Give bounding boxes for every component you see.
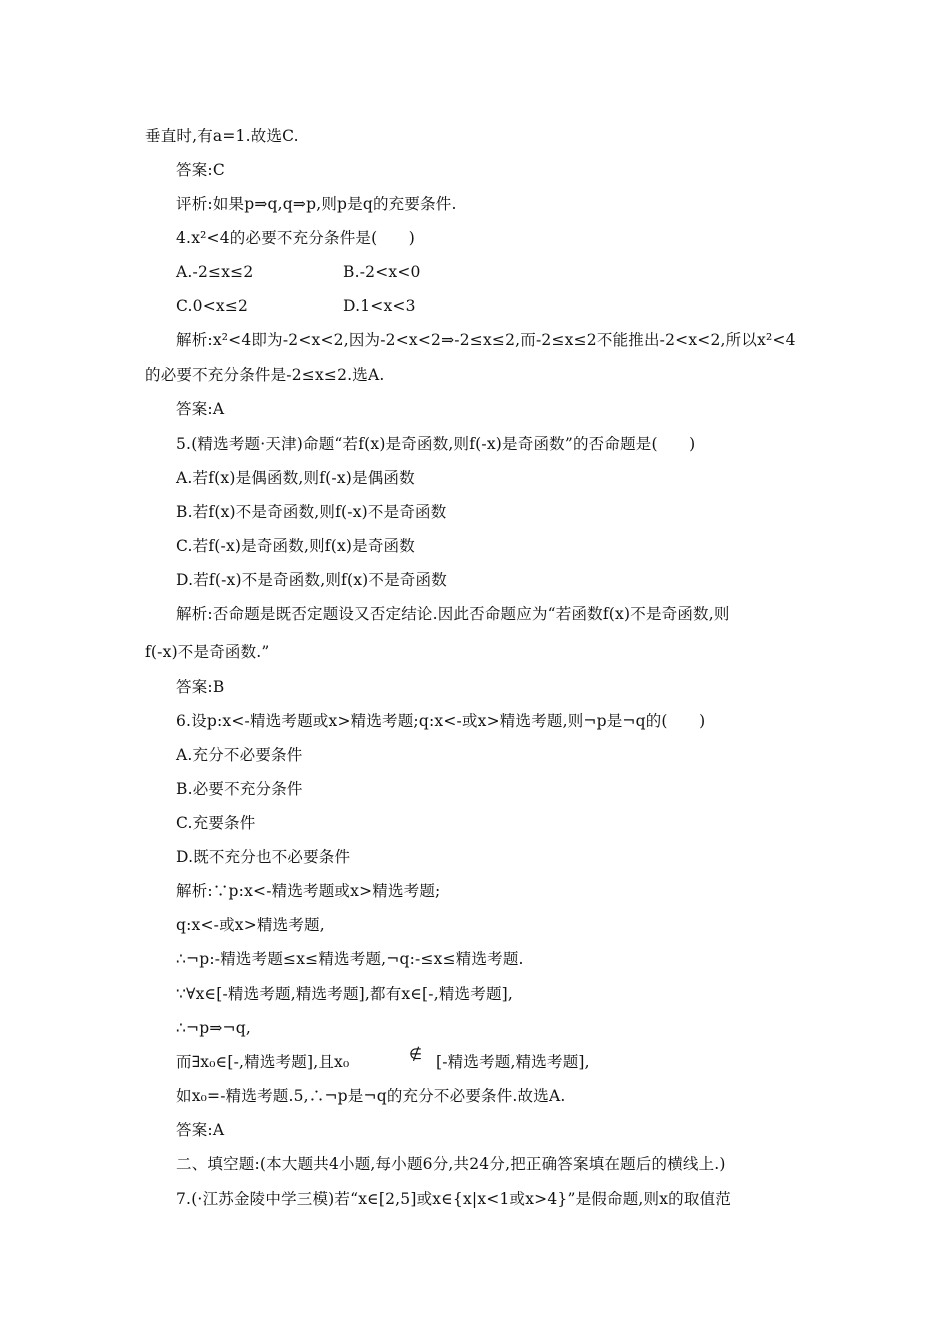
answer-line: 答案:A <box>176 400 225 418</box>
option-a: A.充分不必要条件 <box>176 746 303 764</box>
question-6: 6.设p:x<-精选考题或x>精选考题;q:x<-或x>精选考题,则¬p是¬q的( ) <box>176 712 706 730</box>
analysis-line: 解析:∵p:x<-精选考题或x>精选考题; <box>176 882 441 900</box>
analysis-line: ∴¬p:-精选考题≤x≤精选考题,¬q:-≤x≤精选考题. <box>176 950 524 968</box>
option-a: A.-2≤x≤2 <box>176 263 254 281</box>
analysis-line: 如x₀=-精选考题.5,∴¬p是¬q的充分不必要条件.故选A. <box>176 1087 566 1105</box>
analysis-line: ∴¬p⇒¬q, <box>176 1019 251 1037</box>
option-d: D.1<x<3 <box>343 297 416 315</box>
comment-line: 评析:如果p⇒q,q⇒p,则p是q的充要条件. <box>176 195 457 213</box>
answer-line: 答案:C <box>176 161 225 179</box>
analysis-line: ∵∀x∈[-精选考题,精选考题],都有x∈[-,精选考题], <box>176 985 514 1003</box>
option-d: D.既不充分也不必要条件 <box>176 848 351 866</box>
not-element-symbol: ∉ <box>409 1045 423 1063</box>
question-4: 4.x²<4的必要不充分条件是( ) <box>176 229 415 247</box>
analysis-line: 解析:否命题是既否定题设又否定结论.因此否命题应为“若函数f(x)不是奇函数,则 <box>176 605 730 623</box>
analysis-line: f(-x)不是奇函数.” <box>145 643 270 661</box>
option-b: B.必要不充分条件 <box>176 780 303 798</box>
analysis-line: q:x<-或x>精选考题, <box>176 916 325 934</box>
option-c: C.充要条件 <box>176 814 256 832</box>
answer-line: 答案:B <box>176 678 225 696</box>
option-c: C.若f(-x)是奇函数,则f(x)是奇函数 <box>176 537 415 555</box>
option-b: B.-2<x<0 <box>343 263 421 281</box>
analysis-line: 而∃x₀∈[-,精选考题],且x₀ <box>176 1053 350 1071</box>
text-line: 垂直时,有a=1.故选C. <box>145 127 299 145</box>
option-b: B.若f(x)不是奇函数,则f(-x)不是奇函数 <box>176 503 447 521</box>
answer-line: 答案:A <box>176 1121 225 1139</box>
analysis-line: [-精选考题,精选考题], <box>436 1053 590 1071</box>
question-5: 5.(精选考题·天津)命题“若f(x)是奇函数,则f(-x)是奇函数”的否命题是( ) <box>176 435 696 453</box>
section-heading: 二、填空题:(本大题共4小题,每小题6分,共24分,把正确答案填在题后的横线上.) <box>176 1155 726 1173</box>
question-7: 7.(·江苏金陵中学三模)若“x∈[2,5]或x∈{x|x<1或x>4}”是假命题,则x的取值范 <box>176 1190 731 1208</box>
analysis-line: 的必要不充分条件是-2≤x≤2.选A. <box>145 366 385 384</box>
option-a: A.若f(x)是偶函数,则f(-x)是偶函数 <box>176 469 415 487</box>
option-c: C.0<x≤2 <box>176 297 249 315</box>
option-d: D.若f(-x)不是奇函数,则f(x)不是奇函数 <box>176 571 447 589</box>
analysis-line: 解析:x²<4即为-2<x<2,因为-2<x<2⇒-2≤x≤2,而-2≤x≤2不能推出-2<x<2,所以x²<4 <box>176 331 796 349</box>
